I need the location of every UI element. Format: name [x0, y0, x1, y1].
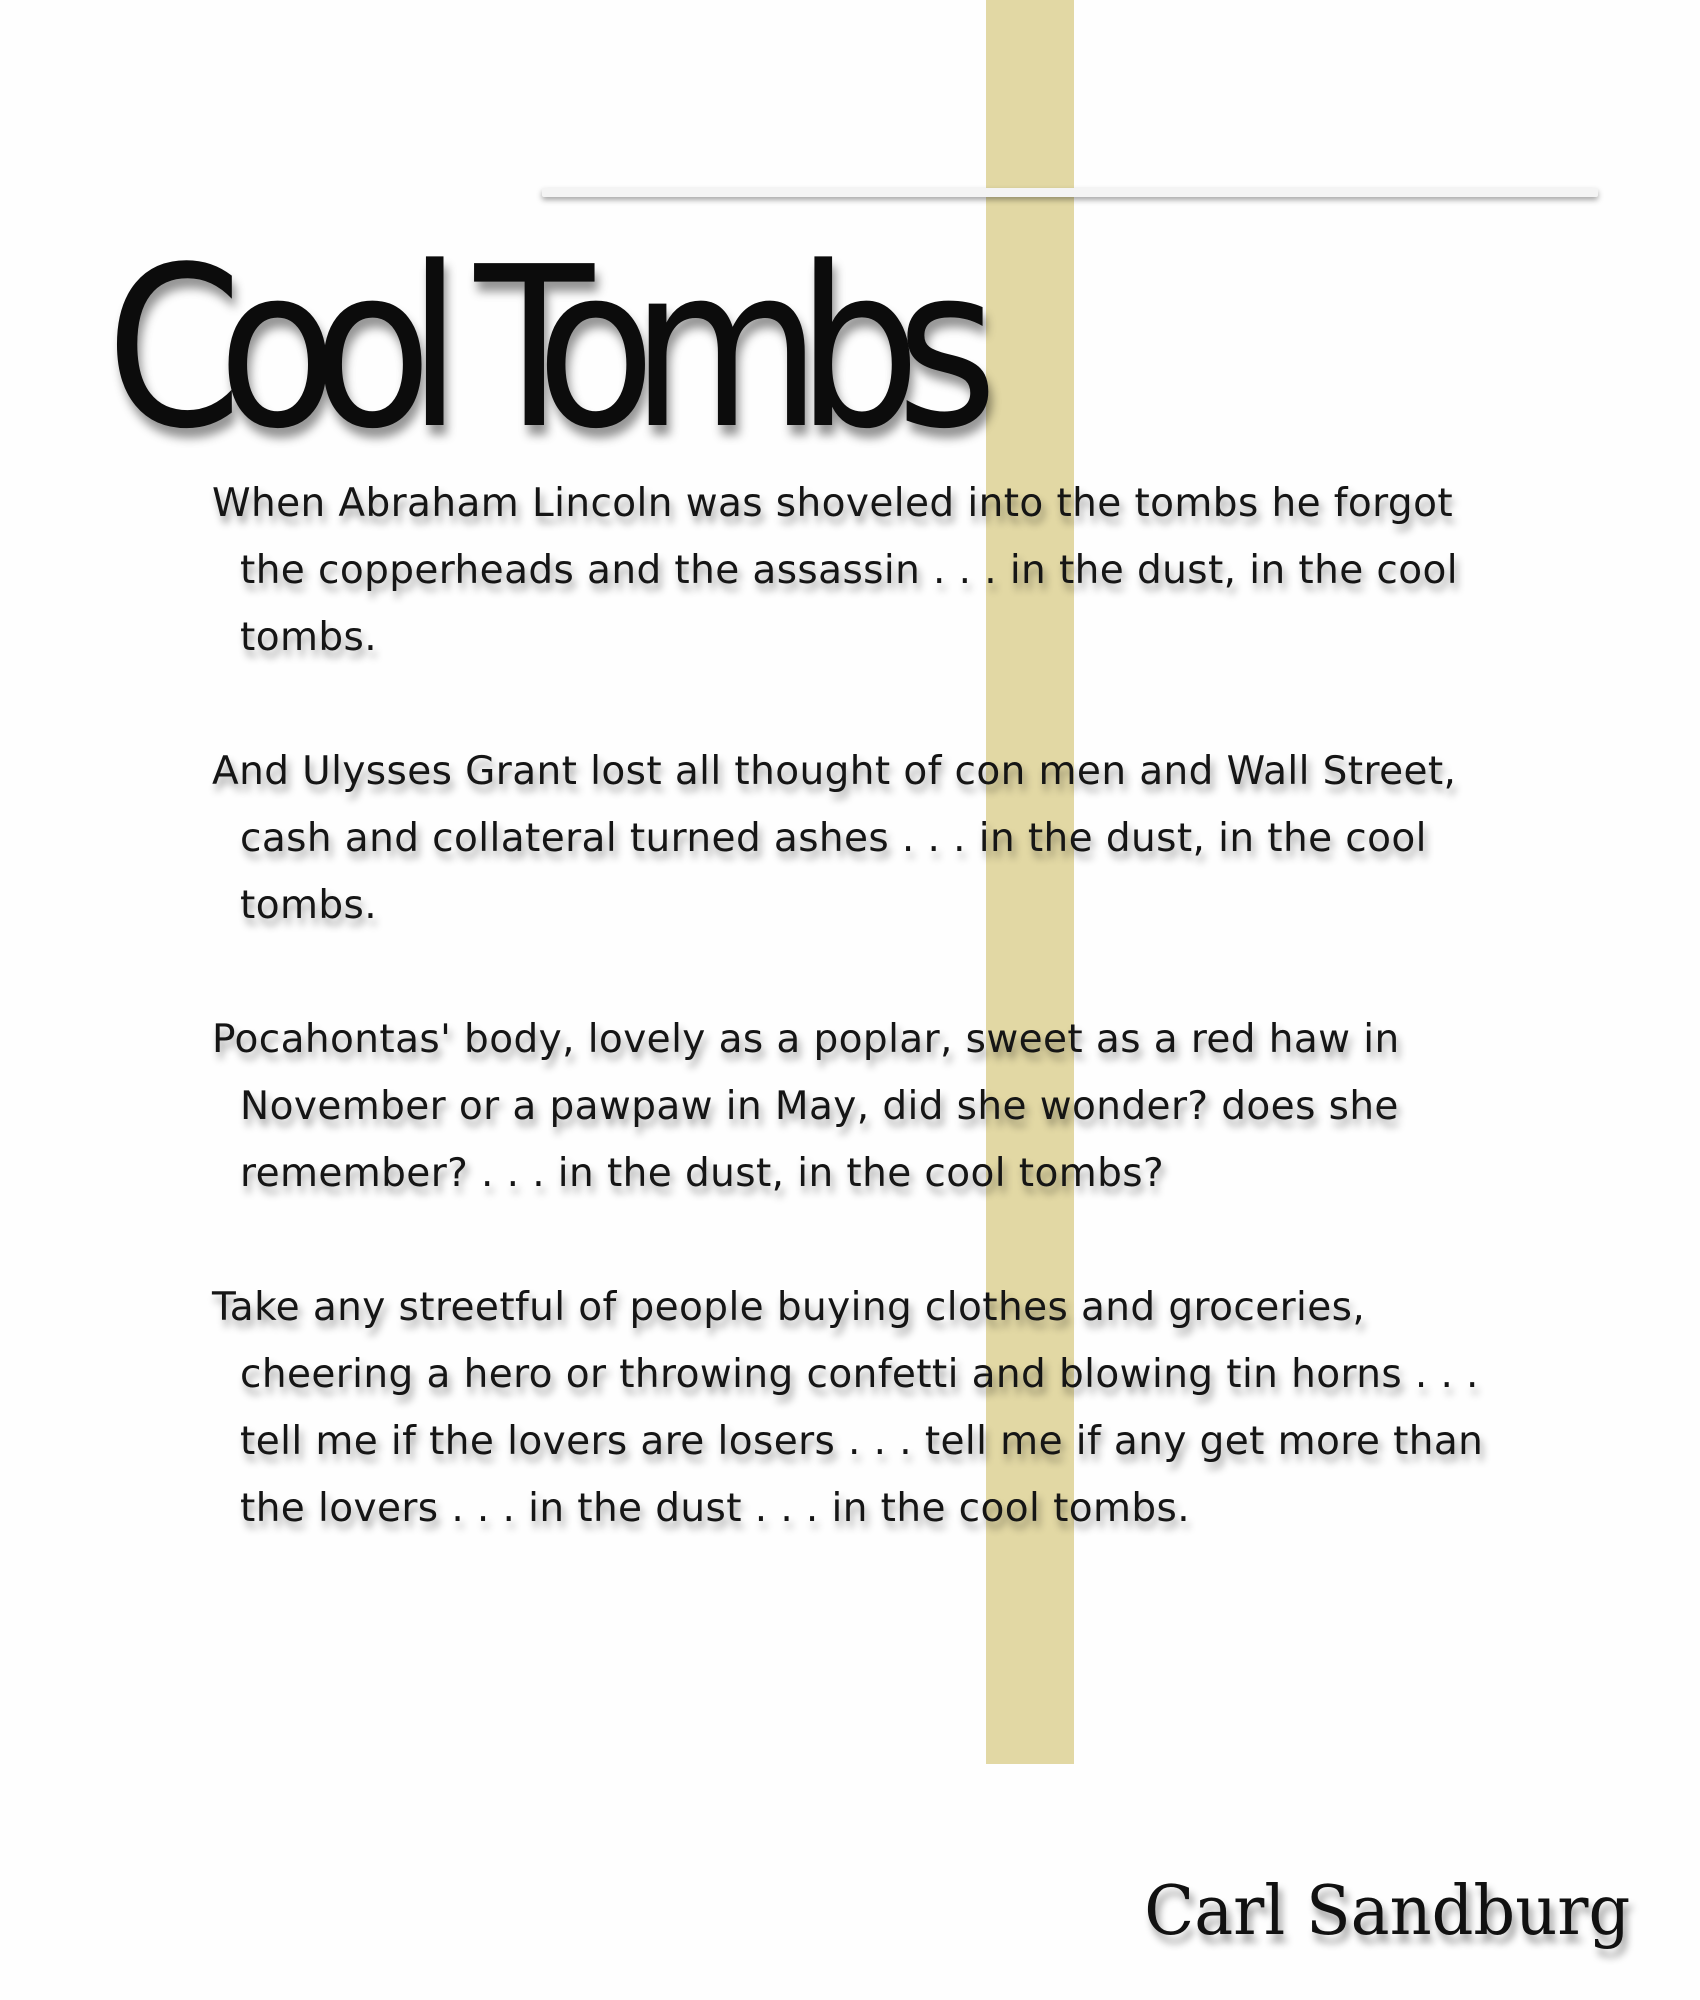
- stanza-1: [212, 470, 1502, 671]
- poem-line: And Ulysses Grant lost all thought of con men and Wall Street, cash and collateral turned ashes . . . in the dust, in the cool tombs.: [212, 749, 1457, 928]
- author-name: Carl Sandburg: [1144, 1872, 1630, 1951]
- poem-line: Pocahontas' body, lovely as a poplar, sweet as a red haw in November or a pawpaw in May, did she wonder? does she remember? . . . in the dust, in the cool tombs?: [212, 1017, 1400, 1196]
- stanza-2: [212, 738, 1502, 939]
- poem-line: Take any streetful of people buying clothes and groceries, cheering a hero or throwing confetti and blowing tin horns . . . tell me if the lovers are losers . . . tell me if any get more than the lovers . . . in the dust . . . in the cool tombs.: [212, 1285, 1484, 1531]
- top-rule: [542, 188, 1598, 197]
- poem-body: [212, 470, 1502, 1609]
- stanza-3: [212, 1006, 1502, 1207]
- poem-title: Cool Tombs: [106, 220, 974, 478]
- poem-line: When Abraham Lincoln was shoveled into the tombs he forgot the copperheads and the assassin . . . in the dust, in the cool tombs.: [212, 481, 1458, 660]
- stanza-4: [212, 1274, 1502, 1542]
